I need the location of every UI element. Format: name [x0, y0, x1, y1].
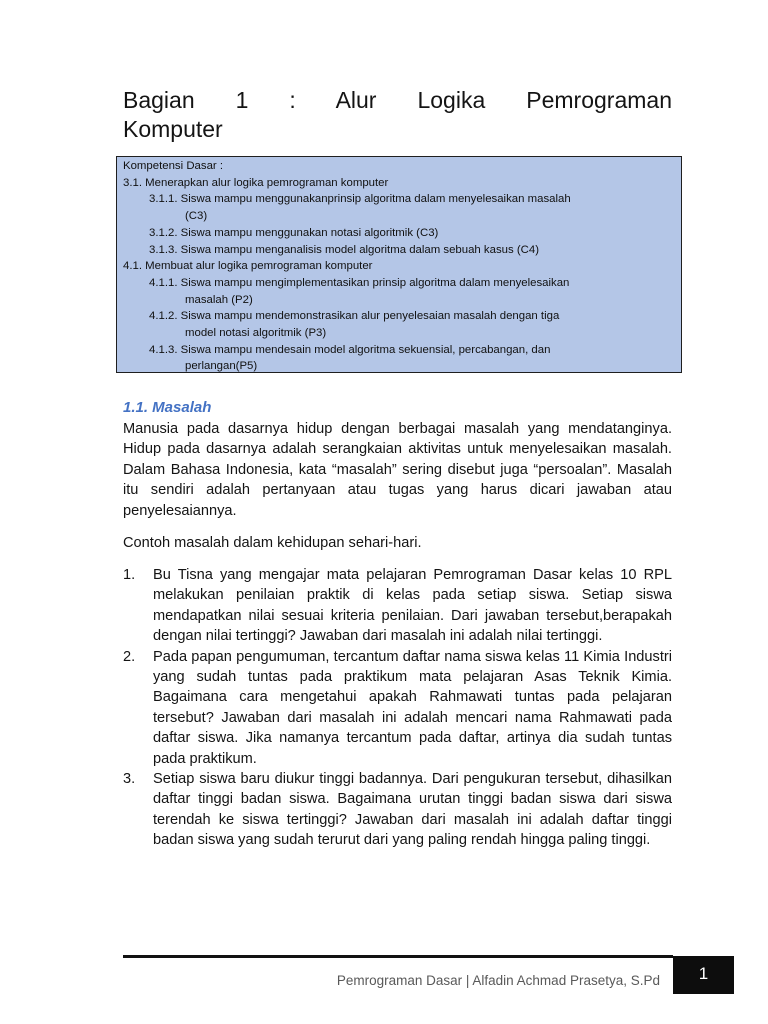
list-item-text: Pada papan pengumuman, tercantum daftar nama siswa kelas 11 Kimia Industri yang sudah tuntas pada praktikum mata pelajaran Asas Teknik Kimia. Bagaimana cara mengetahui apakah Rahmawati tuntas pada pelajaran tersebut? Jawaban dari masalah ini adalah mencari nama Rahmawati pada daftar siswa. Jika namanya tercantum pada daftar, artinya dia sudah tuntas pada praktikum.: [153, 648, 672, 767]
page-number: 1: [673, 956, 734, 994]
kompetensi-dasar-box: [116, 156, 682, 373]
list-item-text: Setiap siswa baru diukur tinggi badannya. Dari pengukuran tersebut, dihasilkan daftar tinggi badan siswa. Bagaimana urutan tinggi badan siswa dari siswa terendah ke siswa tertinggi? Jawaban dari masalah ini adalah daftar tinggi badan siswa yang sudah terurut dari yang paling rendah hingga paling tinggi.: [153, 771, 672, 849]
list-item-number: 3.: [123, 771, 136, 788]
kd-4-1: 4.1. Membuat alur logika pemrograman komputer: [123, 260, 373, 273]
section-heading: 1.1. Masalah: [123, 399, 212, 416]
footer-divider: [123, 955, 673, 958]
kd-3-1-1-cont: (C3): [185, 210, 208, 223]
page-title: [123, 86, 672, 144]
footer-text: Pemrograman Dasar | Alfadin Achmad Prasetya, S.Pd: [336, 973, 660, 988]
list-item: [123, 769, 672, 851]
intro-paragraph: Manusia pada dasarnya hidup dengan berbagai masalah yang mendatanginya. Hidup pada dasarnya adalah serangkaian aktivitas untuk menyelesaikan masalah. Dalam Bahasa Indonesia, kata “masalah” sering disebut juga “persoalan”. Masalah itu sendiri adalah pertanyaan atau tugas yang harus dicari jawaban atau penyelesaiannya.: [123, 421, 672, 519]
example-list: [123, 565, 672, 851]
kd-4-1-3-cont: perlangan(P5): [185, 360, 258, 373]
kompetensi-dasar-label: Kompetensi Dasar :: [123, 160, 224, 172]
page-title-line-2: Komputer: [123, 116, 223, 142]
examples-intro: Contoh masalah dalam kehidupan sehari-hari.: [123, 535, 422, 551]
kd-3-1-1: 3.1.1. Siswa mampu menggunakanprinsip algoritma dalam menyelesaikan masalah: [149, 193, 571, 206]
page-title-line-1: Bagian 1 : Alur Logika Pemrograman: [123, 87, 672, 113]
kd-3-1-2: 3.1.2. Siswa mampu menggunakan notasi algoritmik (C3): [149, 226, 439, 239]
list-item-number: 1.: [123, 567, 136, 583]
kd-3-1-3: 3.1.3. Siswa mampu menganalisis model algoritma dalam sebuah kasus (C4): [149, 243, 539, 256]
kd-4-1-1: 4.1.1. Siswa mampu mengimplementasikan prinsip algoritma dalam menyelesaikan: [149, 276, 570, 289]
list-item-number: 2.: [123, 648, 136, 665]
list-item: [123, 647, 672, 769]
kd-4-1-2: 4.1.2. Siswa mampu mendemonstrasikan alur penyelesaian masalah dengan tiga: [149, 310, 560, 323]
list-item-text: Bu Tisna yang mengajar mata pelajaran Pemrograman Dasar kelas 10 RPL melakukan penilaian praktik di kelas pada setiap siswa. Setiap siswa mendapatkan nilai sesuai kriteria penilaian. Dari jawaban tersebut,berapakah dengan nilai tertinggi? Jawaban dari masalah ini adalah nilai tertinggi.: [153, 567, 672, 645]
kd-4-1-1-cont: masalah (P2): [185, 293, 253, 306]
list-item: [123, 565, 672, 647]
kd-3-1: 3.1. Menerapkan alur logika pemrograman komputer: [123, 176, 389, 189]
kd-4-1-2-cont: model notasi algoritmik (P3): [185, 327, 327, 340]
kd-4-1-3: 4.1.3. Siswa mampu mendesain model algoritma sekuensial, percabangan, dan: [149, 343, 551, 356]
